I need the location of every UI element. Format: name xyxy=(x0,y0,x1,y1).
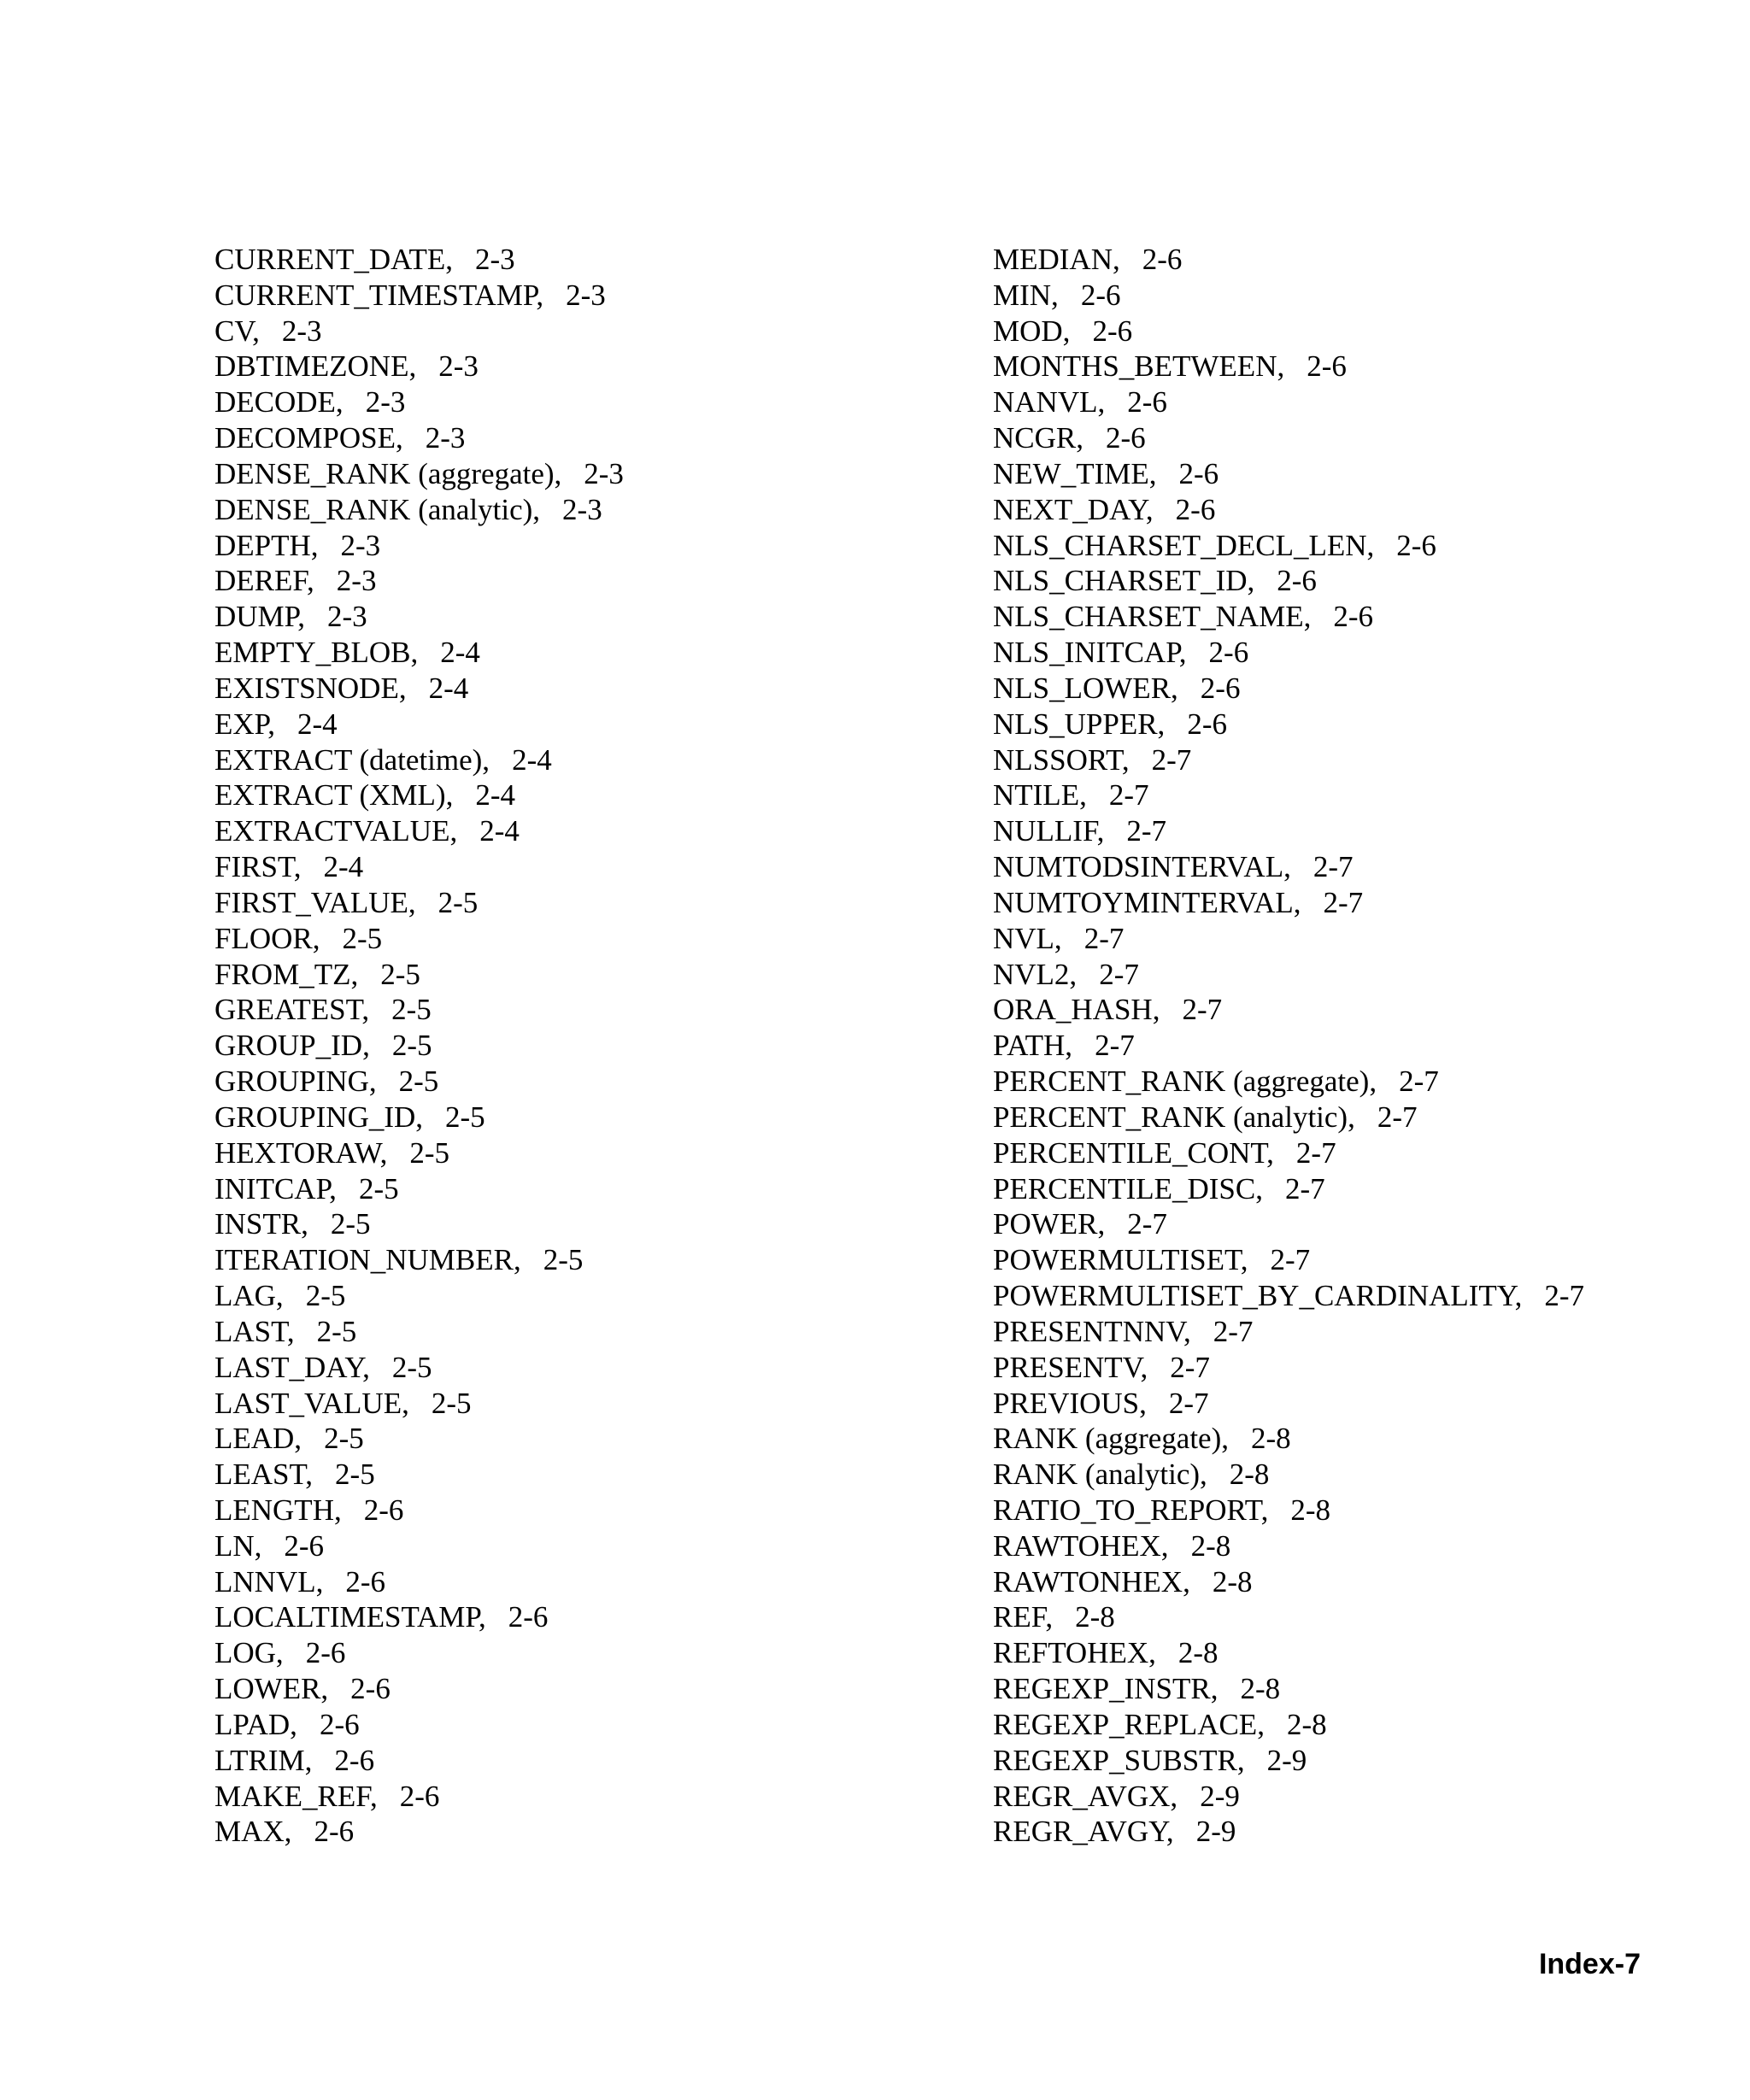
index-term: PATH, xyxy=(993,1029,1073,1063)
index-term: LEAD, xyxy=(214,1422,302,1456)
index-entry xyxy=(214,1100,949,1135)
index-entry xyxy=(993,349,1728,384)
index-page-ref[interactable]: 2-6 xyxy=(1127,385,1167,419)
index-entry xyxy=(214,528,949,564)
index-term: PERCENT_RANK (aggregate), xyxy=(993,1065,1377,1099)
index-term: REGEXP_REPLACE, xyxy=(993,1707,1265,1741)
index-term: REF, xyxy=(993,1600,1054,1634)
index-page-ref[interactable]: 2-5 xyxy=(391,1350,432,1384)
index-term: LNNVL, xyxy=(214,1564,324,1598)
index-term: DBTIMEZONE, xyxy=(214,349,417,384)
index-term: GROUPING, xyxy=(214,1065,377,1099)
index-entry xyxy=(214,707,949,742)
index-page-ref[interactable]: 2-7 xyxy=(1095,1029,1135,1063)
index-entry xyxy=(993,1814,1728,1850)
index-entry xyxy=(214,742,949,778)
index-page-ref[interactable]: 2-6 xyxy=(1187,707,1227,741)
index-page-ref[interactable]: 2-7 xyxy=(1168,1386,1209,1420)
index-page-ref[interactable]: 2-6 xyxy=(1333,600,1374,634)
index-entry xyxy=(214,1171,949,1207)
index-page-ref[interactable]: 2-5 xyxy=(445,1100,485,1134)
index-page-ref[interactable]: 2-3 xyxy=(438,349,479,384)
index-term: PRESENTV, xyxy=(993,1350,1148,1384)
index-page-ref[interactable]: 2-7 xyxy=(1323,885,1364,919)
index-term: MEDIAN, xyxy=(993,243,1120,276)
index-term: REGEXP_INSTR, xyxy=(993,1672,1219,1706)
index-entry xyxy=(214,492,949,528)
index-page-ref[interactable]: 2-7 xyxy=(1108,778,1149,812)
index-page-ref[interactable]: 2-6 xyxy=(1277,564,1317,598)
index-term: CV, xyxy=(214,314,260,348)
index-term: LOG, xyxy=(214,1636,284,1670)
index-page-ref[interactable]: 2-4 xyxy=(512,742,552,777)
index-term: LAG, xyxy=(214,1279,284,1313)
index-page-ref[interactable]: 2-6 xyxy=(345,1564,385,1598)
index-entry xyxy=(993,1386,1728,1422)
index-entry xyxy=(214,992,949,1028)
index-page-ref[interactable]: 2-5 xyxy=(324,1422,364,1456)
index-term: RATIO_TO_REPORT, xyxy=(993,1493,1269,1527)
index-term: FIRST, xyxy=(214,850,302,884)
index-term: PERCENTILE_DISC, xyxy=(993,1171,1263,1205)
index-page-ref[interactable]: 2-6 xyxy=(1208,636,1249,670)
index-entry xyxy=(993,1421,1728,1457)
index-term: LAST, xyxy=(214,1314,295,1348)
index-term: NVL, xyxy=(993,921,1062,955)
index-term: RAWTONHEX, xyxy=(993,1564,1190,1598)
index-page-ref[interactable]: 2-8 xyxy=(1286,1707,1327,1741)
index-term: REGR_AVGX, xyxy=(993,1779,1178,1813)
index-page-ref[interactable]: 2-3 xyxy=(327,600,367,634)
index-entry xyxy=(993,635,1728,671)
index-entry xyxy=(993,1028,1728,1064)
index-entry xyxy=(993,957,1728,993)
index-entry xyxy=(993,885,1728,921)
index-term: MOD, xyxy=(993,314,1071,348)
index-term: LAST_VALUE, xyxy=(214,1386,409,1420)
index-page-ref[interactable]: 2-7 xyxy=(1099,957,1139,991)
index-term: DENSE_RANK (analytic), xyxy=(214,492,541,526)
index-page-ref[interactable]: 2-9 xyxy=(1200,1779,1240,1813)
index-term: PRESENTNNV, xyxy=(993,1314,1191,1348)
index-page-ref[interactable]: 2-5 xyxy=(335,1458,375,1492)
index-page-ref[interactable]: 2-4 xyxy=(475,778,515,812)
index-term: LN, xyxy=(214,1528,262,1563)
index-entry xyxy=(993,742,1728,778)
index-term: REGEXP_SUBSTR, xyxy=(993,1743,1245,1777)
index-entry xyxy=(214,1386,949,1422)
index-entry xyxy=(993,1171,1728,1207)
index-page-ref[interactable]: 2-7 xyxy=(1170,1350,1210,1384)
index-term: GROUPING_ID, xyxy=(214,1100,424,1134)
index-term: DUMP, xyxy=(214,600,306,634)
index-term: CURRENT_DATE, xyxy=(214,243,454,276)
index-entry xyxy=(993,671,1728,707)
index-page-ref[interactable]: 2-6 xyxy=(1175,492,1216,526)
index-entry xyxy=(214,635,949,671)
index-entry xyxy=(214,1528,949,1564)
index-page-ref[interactable]: 2-7 xyxy=(1151,742,1192,777)
index-entry xyxy=(993,1599,1728,1635)
index-entry xyxy=(214,1314,949,1350)
index-page-ref[interactable]: 2-8 xyxy=(1190,1528,1231,1563)
index-entry xyxy=(214,1707,949,1743)
index-page-ref[interactable]: 2-6 xyxy=(1396,528,1436,562)
index-term: DECOMPOSE, xyxy=(214,421,403,455)
index-entry xyxy=(993,1100,1728,1135)
index-entry xyxy=(214,1599,949,1635)
index-page-ref[interactable]: 2-5 xyxy=(438,885,479,919)
index-entry xyxy=(214,563,949,599)
index-entry xyxy=(214,456,949,492)
index-page-ref[interactable]: 2-5 xyxy=(330,1207,371,1241)
index-entry xyxy=(214,599,949,635)
index-entry xyxy=(214,1278,949,1314)
index-entry xyxy=(993,1314,1728,1350)
index-term: GREATEST, xyxy=(214,993,370,1027)
index-entry xyxy=(214,1421,949,1457)
index-term: PREVIOUS, xyxy=(993,1386,1147,1420)
index-entry xyxy=(214,1457,949,1493)
index-term: INSTR, xyxy=(214,1207,308,1241)
index-entry xyxy=(993,921,1728,957)
index-term: NLS_INITCAP, xyxy=(993,636,1187,670)
index-term: NLS_UPPER, xyxy=(993,707,1166,741)
index-page-ref[interactable]: 2-3 xyxy=(365,385,406,419)
index-entry xyxy=(214,1779,949,1815)
index-page-ref[interactable]: 2-9 xyxy=(1195,1815,1236,1849)
index-page-ref[interactable]: 2-6 xyxy=(1106,421,1146,455)
index-term: EXISTSNODE, xyxy=(214,671,407,705)
index-page-ref[interactable]: 2-7 xyxy=(1284,1171,1325,1205)
index-entry xyxy=(214,671,949,707)
index-entry xyxy=(993,384,1728,420)
index-entry xyxy=(993,242,1728,278)
index-term: NLS_CHARSET_DECL_LEN, xyxy=(993,528,1375,562)
index-page-ref[interactable]: 2-7 xyxy=(1126,814,1167,848)
index-page-ref[interactable]: 2-7 xyxy=(1399,1065,1439,1099)
index-term: CURRENT_TIMESTAMP, xyxy=(214,278,544,312)
index-page-ref[interactable]: 2-5 xyxy=(398,1065,439,1099)
index-term: NEXT_DAY, xyxy=(993,492,1154,526)
index-page-ref[interactable]: 2-8 xyxy=(1251,1422,1291,1456)
index-term: NUMTOYMINTERVAL, xyxy=(993,885,1301,919)
index-term: POWER, xyxy=(993,1207,1106,1241)
index-term: MIN, xyxy=(993,278,1059,312)
index-term: LOCALTIMESTAMP, xyxy=(214,1600,486,1634)
index-entry xyxy=(214,278,949,314)
index-entry xyxy=(993,992,1728,1028)
index-entry xyxy=(214,1064,949,1100)
index-page-ref[interactable]: 2-3 xyxy=(566,278,606,312)
index-term: RANK (analytic), xyxy=(993,1458,1207,1492)
index-entry xyxy=(993,1528,1728,1564)
index-entry xyxy=(993,1350,1728,1386)
index-page-ref[interactable]: 2-5 xyxy=(316,1314,357,1348)
index-page-ref[interactable]: 2-5 xyxy=(358,1171,399,1205)
index-term: EXTRACTVALUE, xyxy=(214,814,458,848)
index-term: EXP, xyxy=(214,707,275,741)
index-page-ref[interactable]: 2-6 xyxy=(363,1493,404,1527)
index-entry xyxy=(214,1350,949,1386)
index-entry xyxy=(214,1135,949,1171)
index-page-ref[interactable]: 2-8 xyxy=(1290,1493,1330,1527)
index-page-ref[interactable]: 2-3 xyxy=(562,492,602,526)
index-page-ref[interactable]: 2-6 xyxy=(1200,671,1241,705)
index-column-left xyxy=(214,242,949,1850)
index-entry xyxy=(993,777,1728,813)
index-term: RANK (aggregate), xyxy=(993,1422,1230,1456)
index-term: NLS_CHARSET_ID, xyxy=(993,564,1255,598)
index-term: NLS_LOWER, xyxy=(993,671,1178,705)
index-term: MONTHS_BETWEEN, xyxy=(993,349,1285,384)
index-page-ref[interactable]: 2-6 xyxy=(334,1743,375,1777)
index-term: FIRST_VALUE, xyxy=(214,885,416,919)
index-entry xyxy=(993,1671,1728,1707)
index-term: DECODE, xyxy=(214,385,344,419)
index-term: PERCENT_RANK (analytic), xyxy=(993,1100,1355,1134)
index-term: NLSSORT, xyxy=(993,742,1130,777)
index-page-ref[interactable]: 2-5 xyxy=(305,1279,346,1313)
index-page-ref[interactable]: 2-7 xyxy=(1083,921,1125,955)
index-entry xyxy=(214,1564,949,1600)
index-page-ref[interactable]: 2-8 xyxy=(1240,1672,1281,1706)
index-entry xyxy=(214,1206,949,1242)
index-page-ref[interactable]: 2-7 xyxy=(1295,1135,1336,1170)
index-entry xyxy=(993,849,1728,885)
index-page-ref[interactable]: 2-4 xyxy=(479,814,520,848)
index-entry xyxy=(993,1457,1728,1493)
index-page-ref[interactable]: 2-3 xyxy=(336,564,377,598)
index-term: FLOOR, xyxy=(214,921,320,955)
index-term: LTRIM, xyxy=(214,1743,313,1777)
index-entry xyxy=(993,1635,1728,1671)
index-term: DEPTH, xyxy=(214,528,319,562)
index-term: EXTRACT (XML), xyxy=(214,778,454,812)
index-page-ref[interactable]: 2-7 xyxy=(1127,1207,1167,1241)
index-entry xyxy=(993,1493,1728,1528)
index-term: MAX, xyxy=(214,1815,292,1849)
index-term: PERCENTILE_CONT, xyxy=(993,1135,1274,1170)
index-page-ref[interactable]: 2-4 xyxy=(297,707,338,741)
index-term: POWERMULTISET_BY_CARDINALITY, xyxy=(993,1279,1523,1313)
index-entry xyxy=(993,1064,1728,1100)
index-term: DEREF, xyxy=(214,564,314,598)
index-entry xyxy=(214,777,949,813)
index-entry xyxy=(214,1814,949,1850)
index-page-ref[interactable]: 2-7 xyxy=(1182,993,1223,1027)
index-entry xyxy=(993,813,1728,849)
index-page-ref[interactable]: 2-9 xyxy=(1266,1743,1307,1777)
index-entry xyxy=(214,813,949,849)
index-page-ref[interactable]: 2-5 xyxy=(391,993,432,1027)
index-entry xyxy=(214,1635,949,1671)
index-page-ref[interactable]: 2-3 xyxy=(475,243,515,276)
index-term: LOWER, xyxy=(214,1672,329,1706)
index-entry xyxy=(214,1028,949,1064)
index-page-ref[interactable]: 2-7 xyxy=(1544,1279,1584,1313)
index-page-ref[interactable]: 2-3 xyxy=(425,421,466,455)
index-term: NCGR, xyxy=(993,421,1083,455)
index-term: EXTRACT (datetime), xyxy=(214,742,490,777)
index-page-ref[interactable]: 2-6 xyxy=(1178,456,1219,490)
index-entry xyxy=(993,314,1728,349)
index-entry xyxy=(993,278,1728,314)
index-page-ref[interactable]: 2-6 xyxy=(1142,243,1183,276)
index-term: NANVL, xyxy=(993,385,1106,419)
index-entry xyxy=(214,384,949,420)
index-entry xyxy=(993,1206,1728,1242)
index-page-ref[interactable]: 2-3 xyxy=(281,314,322,348)
index-term: POWERMULTISET, xyxy=(993,1243,1248,1277)
index-term: LEAST, xyxy=(214,1458,314,1492)
index-entry xyxy=(214,314,949,349)
index-term: NULLIF, xyxy=(993,814,1105,848)
index-page-ref[interactable]: 2-6 xyxy=(1307,349,1347,384)
index-page-ref[interactable]: 2-6 xyxy=(350,1672,391,1706)
index-term: MAKE_REF, xyxy=(214,1779,378,1813)
index-page-ref[interactable]: 2-5 xyxy=(543,1243,584,1277)
index-entry xyxy=(214,1671,949,1707)
index-page-ref[interactable]: 2-5 xyxy=(380,957,420,991)
index-term: HEXTORAW, xyxy=(214,1135,388,1170)
index-term: REFTOHEX, xyxy=(993,1636,1156,1670)
index-term: INITCAP, xyxy=(214,1171,337,1205)
index-page-ref[interactable]: 2-8 xyxy=(1212,1564,1253,1598)
index-page-ref[interactable]: 2-6 xyxy=(314,1815,355,1849)
index-term: ITERATION_NUMBER, xyxy=(214,1243,521,1277)
index-entry xyxy=(993,1743,1728,1779)
index-entry xyxy=(993,1564,1728,1600)
index-entry xyxy=(214,420,949,456)
index-entry xyxy=(993,707,1728,742)
index-term: LENGTH, xyxy=(214,1493,342,1527)
index-page-ref[interactable]: 2-4 xyxy=(428,671,469,705)
index-entry xyxy=(214,957,949,993)
index-entry xyxy=(214,1493,949,1528)
index-entry xyxy=(214,921,949,957)
index-entry xyxy=(214,1743,949,1779)
index-entry xyxy=(993,456,1728,492)
index-entry xyxy=(993,563,1728,599)
index-page-ref[interactable]: 2-8 xyxy=(1229,1458,1270,1492)
index-page-ref[interactable]: 2-5 xyxy=(391,1029,432,1063)
index-entry xyxy=(993,1242,1728,1278)
index-entry xyxy=(993,1779,1728,1815)
index-page-ref[interactable]: 2-6 xyxy=(399,1779,440,1813)
index-entry xyxy=(993,1278,1728,1314)
index-page-ref[interactable]: 2-4 xyxy=(323,850,364,884)
index-entry xyxy=(214,242,949,278)
page-number: Index-7 xyxy=(1538,1948,1641,1980)
index-page-ref[interactable]: 2-6 xyxy=(284,1528,325,1563)
index-entry xyxy=(214,349,949,384)
index-page-ref[interactable]: 2-3 xyxy=(340,528,381,562)
index-entry xyxy=(214,849,949,885)
index-page-ref[interactable]: 2-8 xyxy=(1075,1600,1115,1634)
index-entry xyxy=(993,599,1728,635)
index-column-right xyxy=(993,242,1728,1850)
index-entry xyxy=(993,1707,1728,1743)
index-term: DENSE_RANK (aggregate), xyxy=(214,456,562,490)
index-term: EMPTY_BLOB, xyxy=(214,636,419,670)
index-page-ref[interactable]: 2-7 xyxy=(1377,1100,1418,1134)
index-term: NTILE, xyxy=(993,778,1087,812)
index-term: NLS_CHARSET_NAME, xyxy=(993,600,1312,634)
index-page-ref[interactable]: 2-6 xyxy=(305,1636,346,1670)
index-entry xyxy=(214,885,949,921)
index-term: FROM_TZ, xyxy=(214,957,359,991)
index-term: RAWTOHEX, xyxy=(993,1528,1169,1563)
index-page-ref[interactable]: 2-5 xyxy=(431,1386,472,1420)
index-term: LAST_DAY, xyxy=(214,1350,370,1384)
index-term: NVL2, xyxy=(993,957,1078,991)
index-term: NUMTODSINTERVAL, xyxy=(993,850,1291,884)
index-page-ref[interactable]: 2-6 xyxy=(1080,278,1121,312)
index-page-ref[interactable]: 2-8 xyxy=(1177,1636,1219,1670)
index-page-ref[interactable]: 2-7 xyxy=(1270,1243,1311,1277)
index-term: REGR_AVGY, xyxy=(993,1815,1174,1849)
index-term: LPAD, xyxy=(214,1707,297,1741)
index-entry xyxy=(993,528,1728,564)
index-page-ref[interactable]: 2-3 xyxy=(584,456,624,490)
index-term: GROUP_ID, xyxy=(214,1029,370,1063)
index-entry xyxy=(993,420,1728,456)
index-term: ORA_HASH, xyxy=(993,993,1160,1027)
index-page-ref[interactable]: 2-7 xyxy=(1312,850,1354,884)
index-entry xyxy=(993,492,1728,528)
index-term: NEW_TIME, xyxy=(993,456,1157,490)
index-page-ref[interactable]: 2-5 xyxy=(409,1135,449,1170)
index-page-ref[interactable]: 2-5 xyxy=(342,921,383,955)
index-entry xyxy=(993,1135,1728,1171)
index-page-ref[interactable]: 2-6 xyxy=(508,1600,549,1634)
index-entry xyxy=(214,1242,949,1278)
index-page-ref[interactable]: 2-6 xyxy=(1092,314,1133,348)
index-page-ref[interactable]: 2-7 xyxy=(1213,1314,1254,1348)
index-page-ref[interactable]: 2-4 xyxy=(440,636,480,670)
index-page-ref[interactable]: 2-6 xyxy=(319,1707,360,1741)
